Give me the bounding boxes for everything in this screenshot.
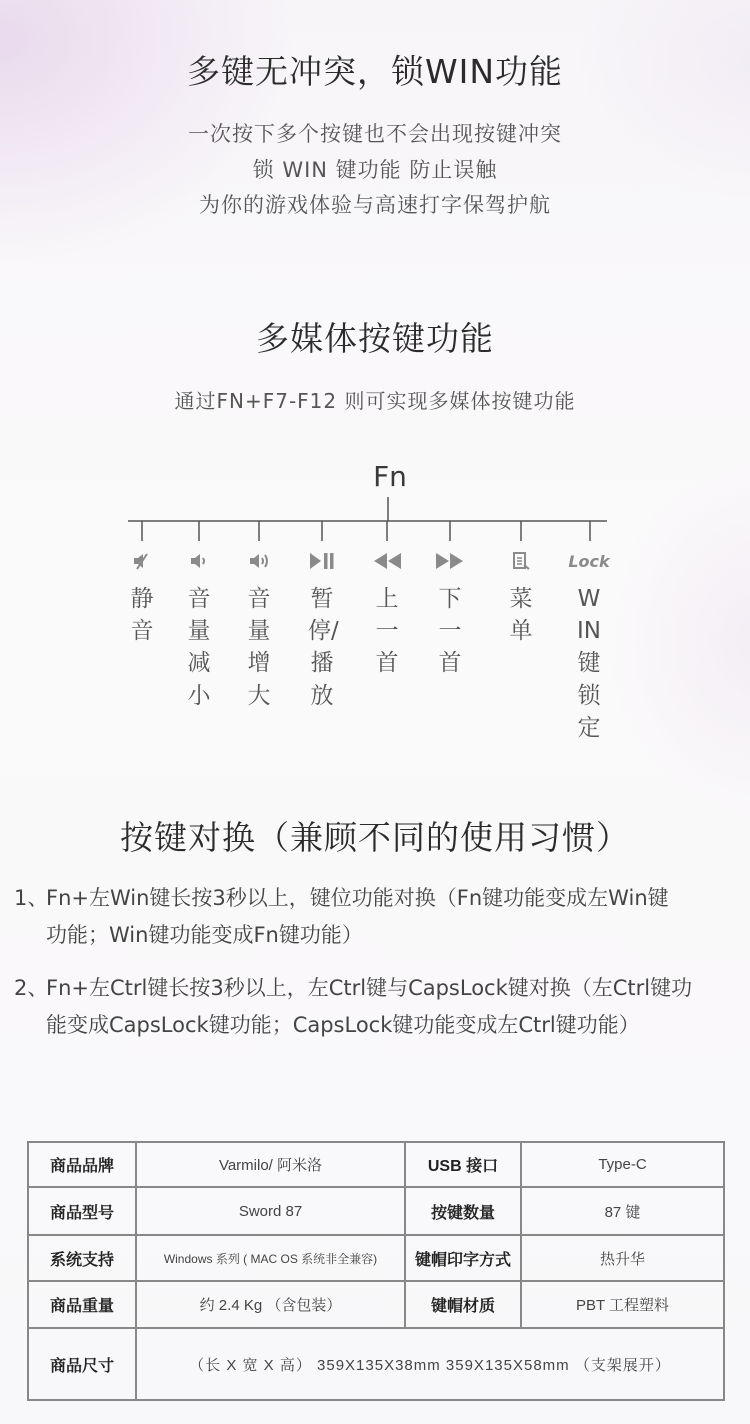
- spec-value: 热升华: [521, 1235, 724, 1281]
- spec-value: PBT 工程塑料: [521, 1281, 724, 1328]
- table-row: [28, 1235, 724, 1281]
- spec-label: 商品重量: [28, 1281, 136, 1328]
- media-label: 上一首: [375, 586, 399, 677]
- lock-icon-text: Lock: [568, 551, 610, 571]
- media-item-volume-up: [239, 549, 279, 712]
- spec-label: USB 接口: [405, 1142, 521, 1187]
- list-item: [14, 970, 739, 1044]
- media-label: 音量减小: [187, 586, 211, 709]
- list-item-text: 能变成CapsLock键功能；CapsLock键功能变成左Ctrl键功能）: [46, 1013, 640, 1037]
- previous-track-icon: [367, 549, 407, 573]
- feature-line: 锁 WIN 键功能 防止误触: [252, 158, 498, 182]
- volume-down-icon: [179, 549, 219, 573]
- spec-label: 商品型号: [28, 1187, 136, 1235]
- media-label: 暂停/播放: [308, 586, 339, 709]
- spec-value: Windows 系列 ( MAC OS 系统非全兼容): [136, 1235, 405, 1281]
- list-item-number: 2、: [14, 976, 49, 1000]
- spec-label: 商品品牌: [28, 1142, 136, 1187]
- media-item-next: [430, 549, 470, 680]
- table-row: [28, 1328, 724, 1400]
- media-item-win-lock: [566, 549, 612, 744]
- media-label: WIN键锁定: [577, 586, 601, 741]
- feature-line: 为你的游戏体验与高速打字保驾护航: [199, 193, 551, 217]
- list-item-text: 功能；Win键功能变成Fn键功能）: [46, 923, 363, 947]
- spec-table: [27, 1141, 725, 1401]
- spec-label: 按键数量: [405, 1187, 521, 1235]
- spec-label: 键帽材质: [405, 1281, 521, 1328]
- next-track-icon: [430, 549, 470, 573]
- spec-label: 系统支持: [28, 1235, 136, 1281]
- media-label: 菜单: [509, 586, 533, 645]
- feature-line: 一次按下多个按键也不会出现按键冲突: [188, 122, 562, 146]
- lock-icon: [566, 549, 612, 573]
- media-item-previous: [367, 549, 407, 680]
- spec-value: Sword 87: [136, 1187, 405, 1235]
- media-item-play-pause: [302, 549, 342, 712]
- list-item-text: Fn+左Ctrl键长按3秒以上，左Ctrl键与CapsLock键对换（左Ctrl键功: [46, 976, 693, 1000]
- media-item-menu: [501, 549, 541, 647]
- media-item-mute: [122, 549, 162, 647]
- spec-value: Type-C: [521, 1142, 724, 1187]
- mute-icon: [122, 549, 162, 573]
- table-row: [28, 1142, 724, 1187]
- section-title-anti-ghosting: 多键无冲突，锁WIN功能: [186, 52, 564, 91]
- spec-label: 商品尺寸: [28, 1328, 136, 1400]
- media-item-volume-down: [179, 549, 219, 712]
- table-row: [28, 1187, 724, 1235]
- section-subtitle: 通过FN+F7-F12 则可实现多媒体按键功能: [174, 389, 576, 413]
- section-title-multimedia: 多媒体按键功能: [256, 319, 494, 358]
- fn-tree-diagram: [0, 0, 750, 560]
- table-row: [28, 1281, 724, 1328]
- spec-value: 约 2.4 Kg （含包装）: [136, 1281, 405, 1328]
- play-pause-icon: [302, 549, 342, 573]
- spec-label: 键帽印字方式: [405, 1235, 521, 1281]
- menu-icon: [501, 549, 541, 573]
- list-item-text: Fn+左Win键长按3秒以上，键位功能对换（Fn键功能变成左Win键: [46, 886, 669, 910]
- spec-value: Varmilo/ 阿米洛: [136, 1142, 405, 1187]
- volume-up-icon: [239, 549, 279, 573]
- media-label: 静音: [130, 586, 154, 645]
- section-title-key-swap: 按键对换（兼顾不同的使用习惯）: [120, 818, 630, 857]
- media-label: 音量增大: [247, 586, 271, 709]
- list-item: [14, 880, 739, 954]
- spec-value: 87 键: [521, 1187, 724, 1235]
- fn-key-label: Fn: [373, 460, 407, 493]
- list-item-number: 1、: [14, 886, 49, 910]
- media-label: 下一首: [438, 586, 462, 677]
- spec-value: （长 X 宽 X 高） 359X135X38mm 359X135X58mm （支架展开）: [136, 1328, 724, 1400]
